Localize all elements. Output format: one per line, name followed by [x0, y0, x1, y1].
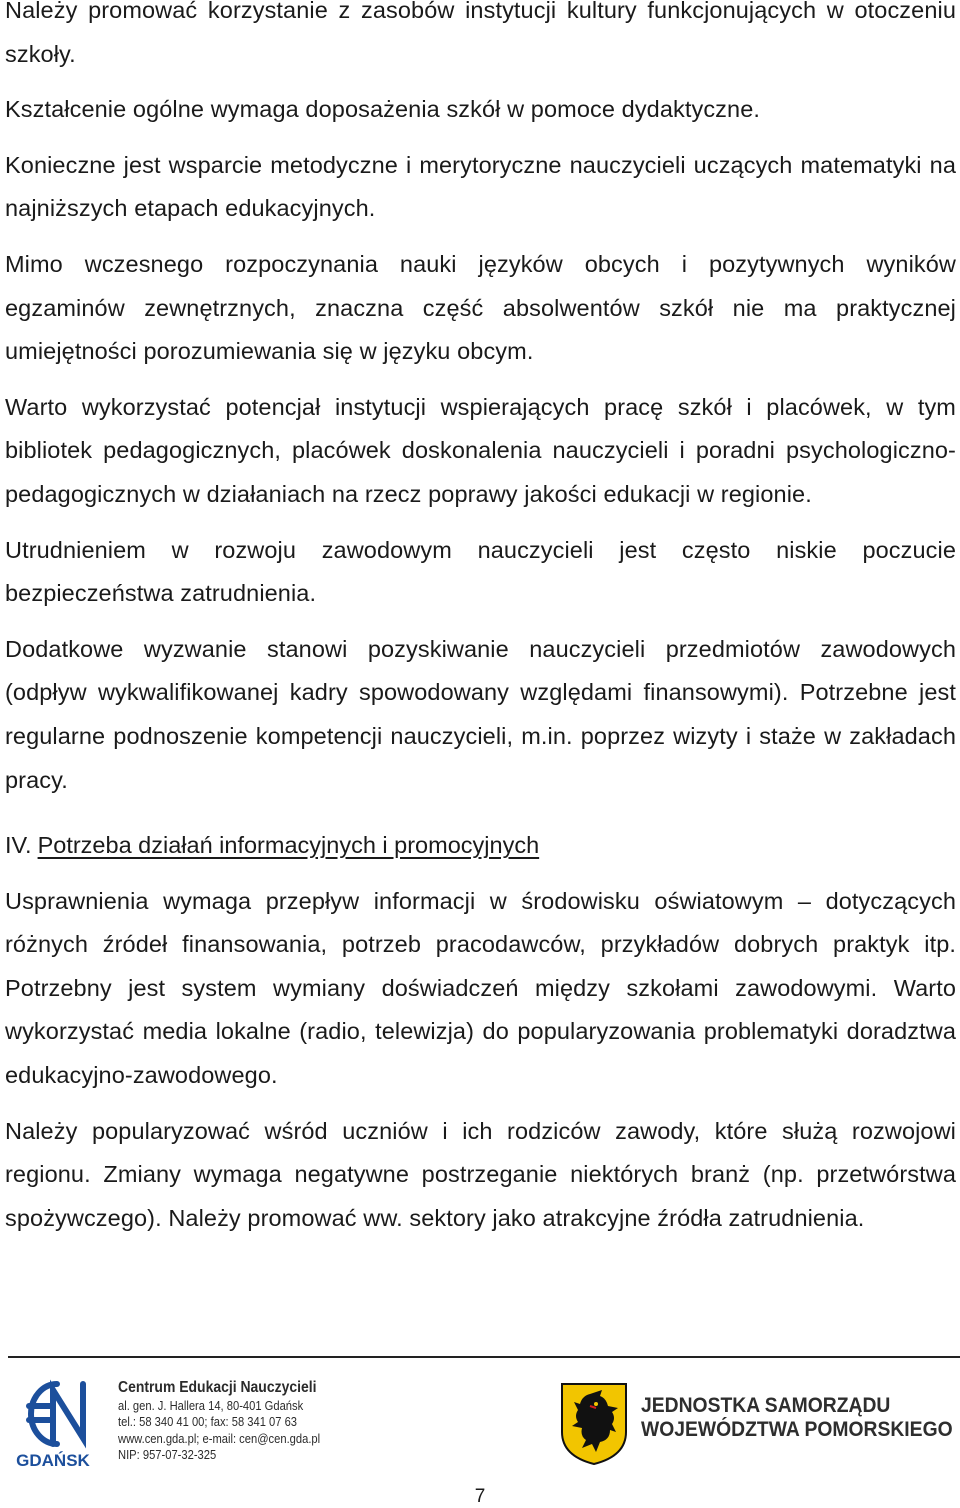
- paragraph: Warto wykorzystać potencjał instytucji wspierających pracę szkół i placówek, w tym bibliotek pedagogicznych, placówek doskonalenia nauczycieli i poradni psychologiczno-pedagogicznych w działaniach na rzecz poprawy jakości edukacji w regionie.: [5, 393, 956, 507]
- paragraph: Kształcenie ogólne wymaga doposażenia szkół w pomoce dydaktyczne.: [5, 96, 760, 123]
- cen-phone: tel.: 58 340 41 00; fax: 58 341 07 63: [118, 1414, 298, 1430]
- griffin-crest-icon: [560, 1382, 628, 1466]
- cen-name: Centrum Edukacji Nauczycieli: [118, 1379, 317, 1396]
- cen-web: www.cen.gda.pl; e-mail: cen@cen.gda.pl: [118, 1430, 321, 1446]
- page-number: 7: [474, 1486, 486, 1507]
- section-number: IV.: [5, 832, 32, 859]
- government-name-line2: WOJEWÓDZTWA POMORSKIEGO: [641, 1418, 953, 1441]
- cen-nip: NIP: 957-07-32-325: [118, 1447, 217, 1463]
- cen-logo-text: GDAŃSK: [16, 1451, 90, 1470]
- government-name: [641, 1394, 960, 1442]
- document-page: [5, 0, 956, 1252]
- paragraph: Należy popularyzować wśród uczniów i ich rodziców zawody, które służą rozwojowi regionu. Zmiany wymaga negatywne postrzeganie niektórych branż (np. przetwórstwa spożywczego). Należy promować ww. sektory jako atrakcyjne źródła zatrudnienia.: [5, 1117, 956, 1231]
- section-title: Potrzeba działań informacyjnych i promocyjnych: [37, 832, 540, 859]
- footer-divider: [8, 1356, 960, 1358]
- cen-address: al. gen. J. Hallera 14, 80-401 Gdańsk: [118, 1398, 304, 1413]
- paragraph: Mimo wczesnego rozpoczynania nauki języków obcych i pozytywnych wyników egzaminów zewnętrznych, znaczna część absolwentów szkół nie ma praktycznej umiejętności porozumiewania się w języku obcym.: [5, 250, 956, 365]
- paragraph: Konieczne jest wsparcie metodyczne i merytoryczne nauczycieli uczących matematyki na najniższych etapach edukacyjnych.: [5, 151, 956, 222]
- paragraph: Usprawnienia wymaga przepływ informacji w środowisku oświatowym – dotyczących różnych źródeł finansowania, potrzeb pracodawców, przykładów dobrych praktyk itp. Potrzebny jest system wymiany doświadczeń między szkołami zawodowymi. Warto wykorzystać media lokalne (radio, telewizja) do popularyzowania problematyki doradztwa edukacyjno-zawodowego.: [5, 887, 956, 1089]
- paragraph: Utrudnieniem w rozwoju zawodowym nauczycieli jest często niskie poczucie bezpieczeństwa zatrudnienia.: [5, 536, 956, 607]
- cen-logo-icon: [13, 1372, 93, 1470]
- paragraph: Należy promować korzystanie z zasobów instytucji kultury funkcjonujących w otoczeniu szkoły.: [5, 0, 956, 67]
- paragraph: Dodatkowe wyzwanie stanowi pozyskiwanie nauczycieli przedmiotów zawodowych (odpływ wykwalifikowanej kadry spowodowany względami finansowymi). Potrzebne jest regularne podnoszenie kompetencji nauczycieli, m.in. poprzez wizyty i staże w zakładach pracy.: [5, 635, 956, 793]
- cen-contact-block: [118, 1378, 348, 1464]
- government-name-line1: JEDNOSTKA SAMORZĄDU: [641, 1394, 891, 1417]
- section-heading: [5, 824, 956, 868]
